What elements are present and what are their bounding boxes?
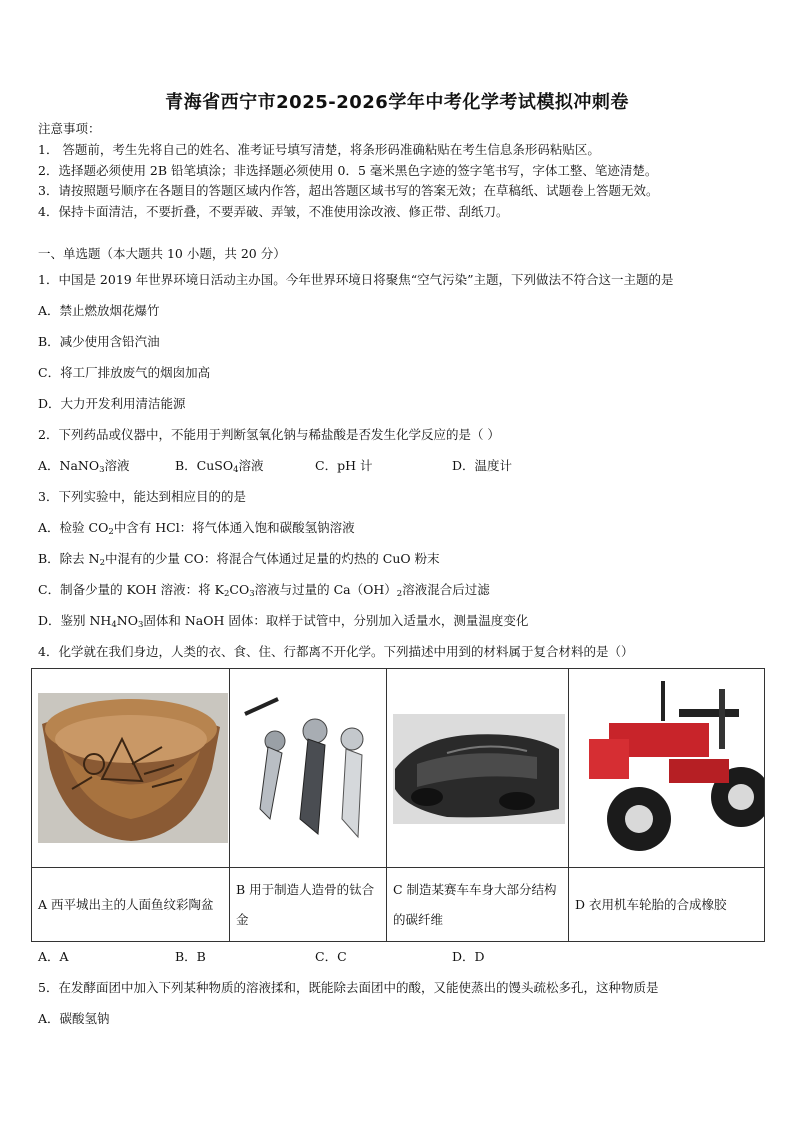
question-4-option-d: D．D [452,949,485,964]
question-3-option-d: D．鉴别 $NH_4NO_3$固体和 NaOH 固体：取样于试管中，分别加入适量水，测量温度变化 [38,613,529,630]
caption-d: D 衣用机车轮胎的合成橡胶 [569,868,765,942]
materials-table [31,668,765,942]
notice-heading: 注意事项： [38,121,101,136]
question-2-stem: 2．下列药品或仪器中，不能用于判断氢氧化钠与稀盐酸是否发生化学反应的是（ ） [38,427,500,442]
question-2-option-a: A．NaNO$_3$溶液 [38,458,130,475]
question-1-option-b: B．减少使用含铅汽油 [38,334,160,349]
question-1-stem: 1．中国是 2019 年世界环境日活动主办国。今年世界环境日将聚焦“空气污染”主题，下列做法不符合这一主题的是 [38,272,674,287]
question-1-option-d: D．大力开发利用清洁能源 [38,396,186,411]
question-2-option-d: D．温度计 [452,458,513,473]
question-2-option-c: C．pH 计 [315,458,373,473]
pottery-basin-image [32,669,229,867]
carbon-fiber-body-cell [387,669,569,868]
question-3-stem: 3．下列实验中，能达到相应目的的是 [38,489,246,504]
question-3-option-c: C．制备少量的 KOH 溶液：将 $K_2CO_3$溶液与过量的 $Ca(OH)_2$溶液混合后过滤 [38,582,490,599]
caption-b: B 用于制造人造骨的钛合金 [230,868,387,942]
question-1-option-c: C．将工厂排放废气的烟囱加高 [38,365,211,380]
question-3-option-a: A．检验 $CO_2$中含有 HCl：将气体通入饱和碳酸氢钠溶液 [38,520,355,537]
exam-title: 青海省西宁市2025-2026学年中考化学考试模拟冲刺卷 [165,92,629,113]
caption-a: A 西平城出主的人面鱼纹彩陶盆 [32,868,230,942]
titanium-bone-cell [230,669,387,868]
question-5-option-a: A．碳酸氢钠 [38,1011,110,1026]
question-4-option-b: B．B [175,949,206,964]
titanium-bone-image [230,669,386,867]
question-1-option-a: A．禁止燃放烟花爆竹 [38,303,160,318]
carbon-fiber-body-image [387,669,568,867]
pottery-basin-cell [32,669,230,868]
question-5-stem: 5．在发酵面团中加入下列某种物质的溶液揉和，既能除去面团中的酸，又能使蒸出的馒头疏松多孔，这种物质是 [38,980,659,995]
notice-item-4: 4．保持卡面清洁，不要折叠，不要弄破、弄皱，不准使用涂改液、修正带、刮纸刀。 [38,204,509,219]
notice-item-3: 3．请按照题号顺序在各题目的答题区域内作答，超出答题区域书写的答案无效；在草稿纸、试题卷上答题无效。 [38,183,659,198]
question-4-option-c: C．C [315,949,347,964]
section-heading: 一、单选题（本大题共 10 小题，共 20 分） [38,246,286,261]
question-3-option-b: B．除去 $N_2$中混有的少量 CO：将混合气体通过足量的灼热的 CuO 粉末 [38,551,440,568]
tractor-image [569,669,764,867]
question-2-option-b: B．CuSO$_4$溶液 [175,458,264,475]
notice-item-1: 1． 答题前，考生先将自己的姓名、准考证号填写清楚，将条形码准确粘贴在考生信息条形码粘贴区。 [38,142,600,157]
caption-c: C 制造某赛车车身大部分结构的碳纤维 [387,868,569,942]
notice-item-2: 2．选择题必须使用 2B 铅笔填涂；非选择题必须使用 0．5 毫米黑色字迹的签字笔书写，字体工整、笔迹清楚。 [38,163,658,178]
tractor-tire-cell [569,669,765,868]
question-4-stem: 4．化学就在我们身边，人类的衣、食、住、行都离不开化学。下列描述中用到的材料属于复合材料的是（） [38,644,634,659]
question-4-option-a: A．A [38,949,69,964]
